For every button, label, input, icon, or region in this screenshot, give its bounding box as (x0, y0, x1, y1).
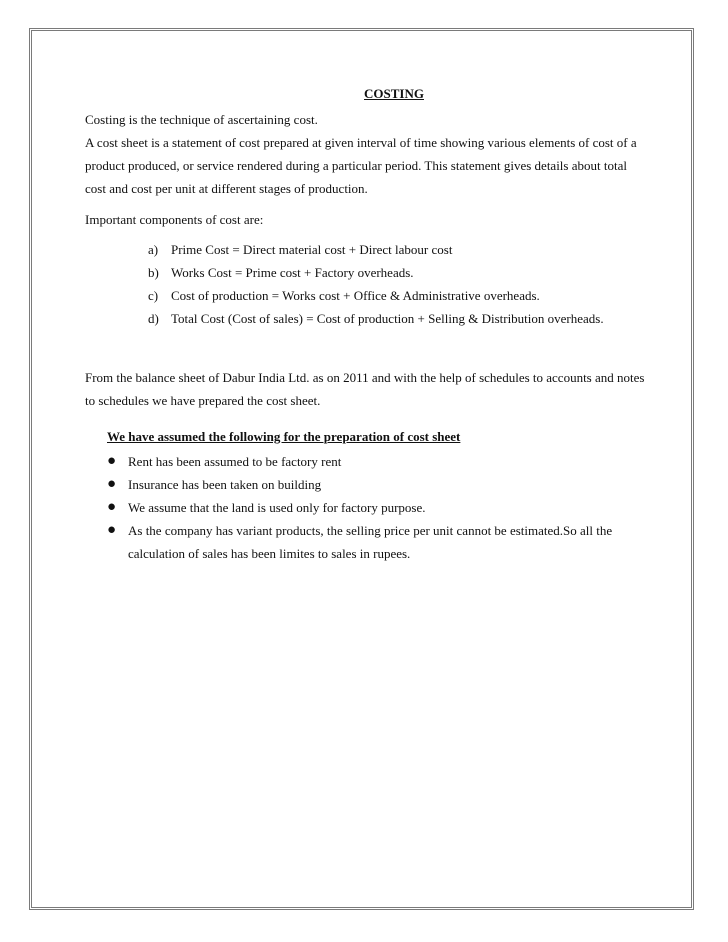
list-item (148, 238, 645, 261)
bullet-icon: ● (107, 522, 117, 538)
assumptions-list (85, 450, 645, 565)
list-item-text: Cost of production = Works cost + Office & Administrative overheads. (171, 288, 540, 303)
list-item-text: Prime Cost = Direct material cost + Direct labour cost (171, 242, 453, 257)
balance-sheet-paragraph: From the balance sheet of Dabur India Ltd. as on 2011 and with the help of schedules to accounts and notes to schedules we have prepared the cost sheet. (85, 370, 645, 408)
bullet-icon: ● (107, 499, 117, 515)
list-item (107, 450, 645, 473)
components-heading: Important components of cost are: (85, 212, 264, 227)
document-body (85, 84, 645, 565)
cost-sheet-paragraph: A cost sheet is a statement of cost prepared at given interval of time showing various elements of cost of a product produced, or service rendered during a particular period. This statement gives details about total cost and cost per unit at different stages of production. (85, 135, 637, 196)
list-marker: d) (148, 311, 159, 326)
list-item (107, 473, 645, 496)
list-item-text: Insurance has been taken on building (128, 477, 322, 492)
list-item-text: As the company has variant products, the selling price per unit cannot be estimated.So all the calculation of sales has been limites to sales in rupees. (128, 523, 613, 561)
list-item (148, 261, 645, 284)
list-item (148, 284, 645, 307)
bullet-icon: ● (107, 476, 117, 492)
list-item (107, 519, 645, 565)
list-item (148, 307, 645, 330)
intro-line: Costing is the technique of ascertaining cost. (85, 112, 318, 127)
assumptions-heading: We have assumed the following for the preparation of cost sheet (107, 429, 461, 444)
components-list (85, 238, 645, 330)
list-marker: a) (148, 242, 159, 257)
bullet-icon: ● (107, 453, 117, 469)
list-item-text: Rent has been assumed to be factory rent (128, 454, 342, 469)
list-marker: b) (148, 265, 159, 280)
document-title: COSTING (364, 86, 424, 101)
list-item-text: Works Cost = Prime cost + Factory overheads. (171, 265, 414, 280)
list-marker: c) (148, 288, 159, 303)
list-item-text: Total Cost (Cost of sales) = Cost of production + Selling & Distribution overheads. (171, 311, 604, 326)
list-item (107, 496, 645, 519)
list-item-text: We assume that the land is used only for factory purpose. (128, 500, 426, 515)
